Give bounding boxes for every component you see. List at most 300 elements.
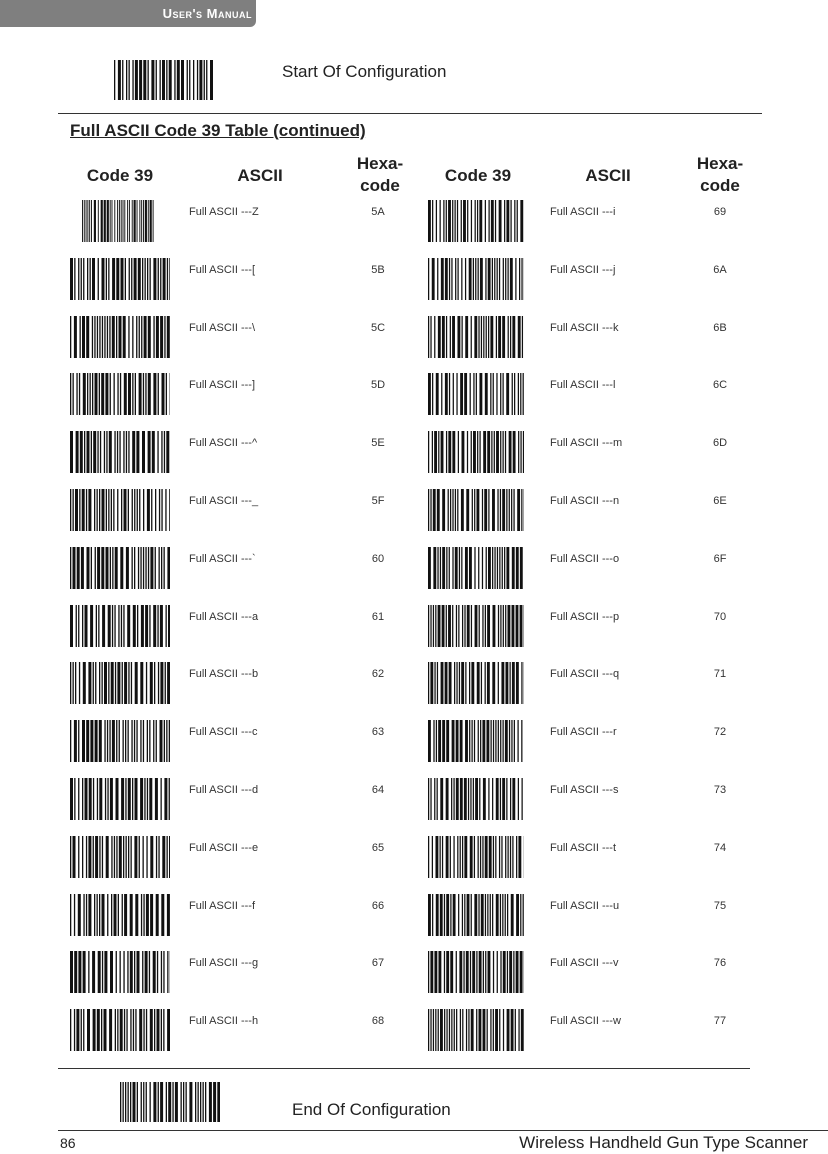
barcode-bar [104,431,105,473]
barcode-bar [123,951,124,993]
barcode-bar [89,778,92,820]
barcode-bar [166,431,169,473]
barcode-bar [91,431,92,473]
barcode-bar [502,489,505,531]
hex-cell: 60 [371,552,385,565]
barcode-bar [86,894,87,936]
barcode-left-8 [70,662,170,704]
barcode-bar [97,316,98,358]
barcode-bar [142,951,143,993]
barcode-bar [446,547,447,589]
barcode-bar [446,778,449,820]
barcode-bar [132,373,133,415]
barcode-bar [81,258,82,300]
barcode-bar [189,1082,192,1122]
barcode-bar [493,720,494,762]
ascii-cell: Full ASCII ---\ [189,321,256,334]
barcode-bar [146,836,147,878]
col-hexa-left [340,153,420,197]
barcode-bar [148,373,151,415]
barcode-bar [177,60,180,100]
barcode-right-12 [428,894,524,936]
barcode-bar [156,894,159,936]
barcode-bar [111,489,112,531]
barcode-bar [497,547,498,589]
barcode-bar [132,547,133,589]
barcode-bar [104,200,106,242]
barcode-bar [125,1082,126,1122]
barcode-bar [70,258,73,300]
bottom-divider [58,1068,750,1069]
barcode-bar [509,720,510,762]
barcode-left-7 [70,605,170,647]
barcode-bar [521,1009,524,1051]
barcode-bar [499,547,500,589]
barcode-bar [159,547,160,589]
barcode-bar [146,1082,147,1122]
barcode-bar [123,1082,124,1122]
barcode-bar [452,547,453,589]
barcode-bar [104,951,107,993]
barcode-bar [441,662,444,704]
barcode-bar [169,258,170,300]
barcode-bar [111,894,112,936]
barcode-bar [488,547,491,589]
barcode-bar [505,894,506,936]
barcode-bar [441,258,444,300]
barcode-bar [150,836,153,878]
barcode-bar [462,1009,463,1051]
barcode-bar [102,258,105,300]
barcode-bar [482,547,483,589]
barcode-bar [101,200,103,242]
barcode-bar [97,431,98,473]
hex-cell: 5D [370,379,386,392]
barcode-bar [497,951,498,993]
barcode-bar [428,200,431,242]
barcode-bar [507,605,510,647]
barcode-bar [132,778,133,820]
hex-cell: 73 [713,784,727,796]
barcode-bar [151,60,154,100]
barcode-bar [85,778,88,820]
barcode-bar [127,605,130,647]
barcode-bar [516,894,519,936]
barcode-bar [90,605,93,647]
barcode-bar [167,1009,170,1051]
barcode-bar [157,951,158,993]
barcode-bar [468,778,469,820]
barcode-bar [74,720,77,762]
barcode-bar [167,836,168,878]
barcode-bar [162,60,165,100]
barcode-bar [99,373,100,415]
barcode-bar [487,894,488,936]
barcode-bar [87,258,88,300]
barcode-bar [465,662,466,704]
barcode-bar [112,200,113,242]
barcode-bar [446,431,447,473]
barcode-bar [158,662,159,704]
barcode-bar [475,200,476,242]
barcode-bar [469,258,472,300]
barcode-bar [430,1009,431,1051]
table-row [0,373,828,431]
barcode-bar [521,258,522,300]
barcode-bar [482,489,483,531]
barcode-left-10 [70,778,170,820]
barcode-bar [104,1009,107,1051]
barcode-right-11 [428,836,524,878]
barcode-bar [161,951,162,993]
barcode-bar [74,951,77,993]
barcode-bar [70,894,71,936]
barcode-bar [70,547,71,589]
col-hexa-right-line1: Hexa- [696,154,744,173]
barcode-bar [516,951,519,993]
barcode-bar [510,836,511,878]
barcode-bar [105,778,106,820]
barcode-bar [166,720,167,762]
barcode-bar [471,200,472,242]
barcode-bar [119,720,120,762]
barcode-bar [500,720,501,762]
barcode-bar [441,373,442,415]
barcode-bar [474,547,475,589]
barcode-bar [520,200,523,242]
table-row [0,662,828,720]
barcode-bar [157,605,158,647]
barcode-bar [199,60,202,100]
barcode-bar [158,1082,159,1122]
barcode-bar [466,951,469,993]
barcode-bar [114,60,115,100]
barcode-bar [92,951,95,993]
barcode-bar [77,547,80,589]
hex-cell: 65 [371,841,385,854]
barcode-bar [102,836,103,878]
barcode-bar [126,60,127,100]
barcode-bar [82,200,83,242]
barcode-bar [438,720,441,762]
barcode-bar [116,316,117,358]
barcode-bar [147,778,148,820]
barcode-bar [437,662,438,704]
barcode-bar [141,605,144,647]
barcode-bar [449,662,452,704]
barcode-bar [112,258,115,300]
barcode-bar [435,605,436,647]
barcode-bar [501,836,502,878]
barcode-bar [166,1082,167,1122]
hex-cell: 5E [371,437,385,450]
barcode-bar [453,373,454,415]
barcode-bar [107,200,109,242]
barcode-bar [149,605,150,647]
barcode-bar [101,373,104,415]
barcode-bar [112,316,115,358]
barcode-bar [463,200,466,242]
barcode-bar [518,778,519,820]
barcode-bar [124,200,125,242]
barcode-bar [457,200,458,242]
barcode-bar [88,951,89,993]
barcode-left-14 [70,1009,170,1051]
barcode-bar [476,373,477,415]
barcode-bar [81,547,84,589]
barcode-bar [502,894,503,936]
barcode-bar [522,778,523,820]
barcode-bar [505,605,506,647]
barcode-bar [442,489,445,531]
barcode-bar [101,547,104,589]
table-row [0,489,828,547]
barcode-bar [461,547,462,589]
barcode-bar [73,836,76,878]
barcode-bar [505,836,506,878]
barcode-bar [88,894,91,936]
barcode-bar [175,1082,178,1122]
barcode-bar [204,60,205,100]
barcode-bar [428,489,429,531]
barcode-bar [139,60,142,100]
barcode-bar [470,951,471,993]
barcode-bar [134,720,135,762]
barcode-bar [94,200,96,242]
ascii-cell: Full ASCII ---o [550,552,620,565]
barcode-bar [440,778,443,820]
barcode-bar [448,200,451,242]
barcode-bar [487,1009,488,1051]
barcode-bar [507,258,508,300]
barcode-bar [131,258,132,300]
hex-cell: 72 [713,726,727,739]
barcode-bar [523,431,524,473]
barcode-bar [106,836,109,878]
barcode-bar [430,662,433,704]
barcode-bar [474,316,477,358]
barcode-bar [433,547,436,589]
barcode-bar [161,489,162,531]
barcode-bar [169,489,170,531]
barcode-bar [82,720,85,762]
barcode-bar [97,489,98,531]
barcode-bar [460,778,463,820]
barcode-bar [131,836,132,878]
barcode-bar [112,547,113,589]
barcode-bar [510,778,511,820]
barcode-bar [488,258,491,300]
barcode-bar [78,778,79,820]
barcode-bar [522,316,523,358]
barcode-bar [148,431,151,473]
ascii-cell: Full ASCII ---] [189,379,256,392]
barcode-bar [126,1009,127,1051]
barcode-bar [138,258,141,300]
barcode-bar [448,489,449,531]
barcode-bar [454,1009,455,1051]
barcode-bar [140,547,141,589]
barcode-bar [476,1009,477,1051]
barcode-bar [479,200,482,242]
ascii-cell: Full ASCII ---d [189,784,259,796]
barcode-bar [523,894,524,936]
ascii-cell: Full ASCII ---q [550,668,620,681]
barcode-bar [70,662,71,704]
barcode-bar [114,431,115,473]
barcode-bar [76,431,79,473]
barcode-bar [70,951,73,993]
barcode-bar [87,373,88,415]
barcode-bar [457,258,458,300]
barcode-bar [473,258,474,300]
barcode-bar [461,489,464,531]
barcode-bar [502,316,505,358]
col-code39-right: Code 39 [444,166,512,185]
barcode-bar [111,836,112,878]
barcode-bar [167,662,170,704]
barcode-bar [102,662,103,704]
barcode-bar [140,778,143,820]
barcode-bar [105,373,108,415]
barcode-bar [165,662,166,704]
barcode-bar [169,720,170,762]
barcode-bar [464,894,465,936]
barcode-bar [450,836,451,878]
hex-cell: 5A [371,206,385,218]
barcode-bar [86,720,89,762]
barcode-bar [440,1009,443,1051]
barcode-bar [70,720,71,762]
barcode-bar [139,489,140,531]
barcode-bar [99,662,100,704]
barcode-bar [90,720,93,762]
barcode-bar [518,836,521,878]
barcode-bar [112,720,115,762]
barcode-right-4 [428,431,524,473]
barcode-bar [434,431,437,473]
barcode-bar [118,60,121,100]
barcode-bar [133,605,136,647]
barcode-bar [482,605,483,647]
barcode-bar [140,662,143,704]
barcode-bar [513,951,514,993]
barcode-bar [90,258,91,300]
table-row [0,894,828,952]
barcode-bar [129,258,130,300]
barcode-bar [518,316,521,358]
barcode-bar [461,662,464,704]
barcode-bar [74,316,77,358]
barcode-bar [116,951,117,993]
barcode-bar [157,1009,160,1051]
barcode-bar [446,836,449,878]
barcode-bar [149,951,150,993]
barcode-bar [441,431,444,473]
barcode-bar [446,200,447,242]
table-row [0,778,828,836]
barcode-bar [120,373,121,415]
barcode-bar [83,373,86,415]
barcode-bar [136,316,137,358]
hex-cell: 63 [371,726,385,739]
barcode-bar [114,200,115,242]
barcode-bar [507,1009,510,1051]
hex-cell: 6D [712,437,728,450]
top-divider [58,113,762,114]
barcode-bar [134,200,136,242]
barcode-bar [81,1009,82,1051]
barcode-bar [78,836,79,878]
barcode-bar [102,605,105,647]
barcode-bar [135,662,138,704]
barcode-bar [107,720,108,762]
barcode-bar [476,951,477,993]
barcode-bar [122,894,123,936]
ascii-cell: Full ASCII ---` [189,552,256,565]
barcode-bar [119,836,122,878]
barcode-bar [120,951,121,993]
barcode-bar [479,431,480,473]
barcode-bar [112,605,113,647]
barcode-bar [428,1009,429,1051]
barcode-bar [153,1082,156,1122]
ascii-cell: Full ASCII ---f [189,899,256,912]
barcode-bar [110,547,111,589]
barcode-bar [121,489,122,531]
barcode-bar [490,1009,491,1051]
barcode-bar [137,200,138,242]
barcode-bar [516,547,519,589]
barcode-bar [113,489,114,531]
barcode-bar [433,1009,434,1051]
barcode-bar [99,778,102,820]
barcode-bar [513,431,516,473]
barcode-bar [440,894,443,936]
barcode-bar [121,200,122,242]
barcode-bar [157,431,158,473]
barcode-bar [106,431,107,473]
barcode-bar [428,431,429,473]
barcode-bar [461,258,462,300]
barcode-bar [506,373,509,415]
barcode-bar [209,1082,212,1122]
barcode-bar [155,489,156,531]
barcode-bar [455,547,458,589]
barcode-bar [483,778,486,820]
barcode-bar [458,605,459,647]
barcode-bar [99,316,100,358]
barcode-bar [136,720,137,762]
barcode-bar [498,662,499,704]
ascii-cell: Full ASCII ---h [189,1015,259,1028]
barcode-bar [466,1009,467,1051]
barcode-bar [498,316,501,358]
barcode-bar [478,1009,481,1051]
barcode-bar [93,431,96,473]
hex-cell: 5C [370,321,386,334]
barcode-bar [456,373,457,415]
table-row [0,836,828,894]
barcode-bar [197,60,198,100]
ascii-cell: Full ASCII ---u [550,899,620,912]
barcode-bar [432,200,433,242]
barcode-bar [109,316,110,358]
barcode-bar [464,605,465,647]
barcode-bar [503,951,506,993]
barcode-bar [109,431,112,473]
barcode-bar [471,316,472,358]
